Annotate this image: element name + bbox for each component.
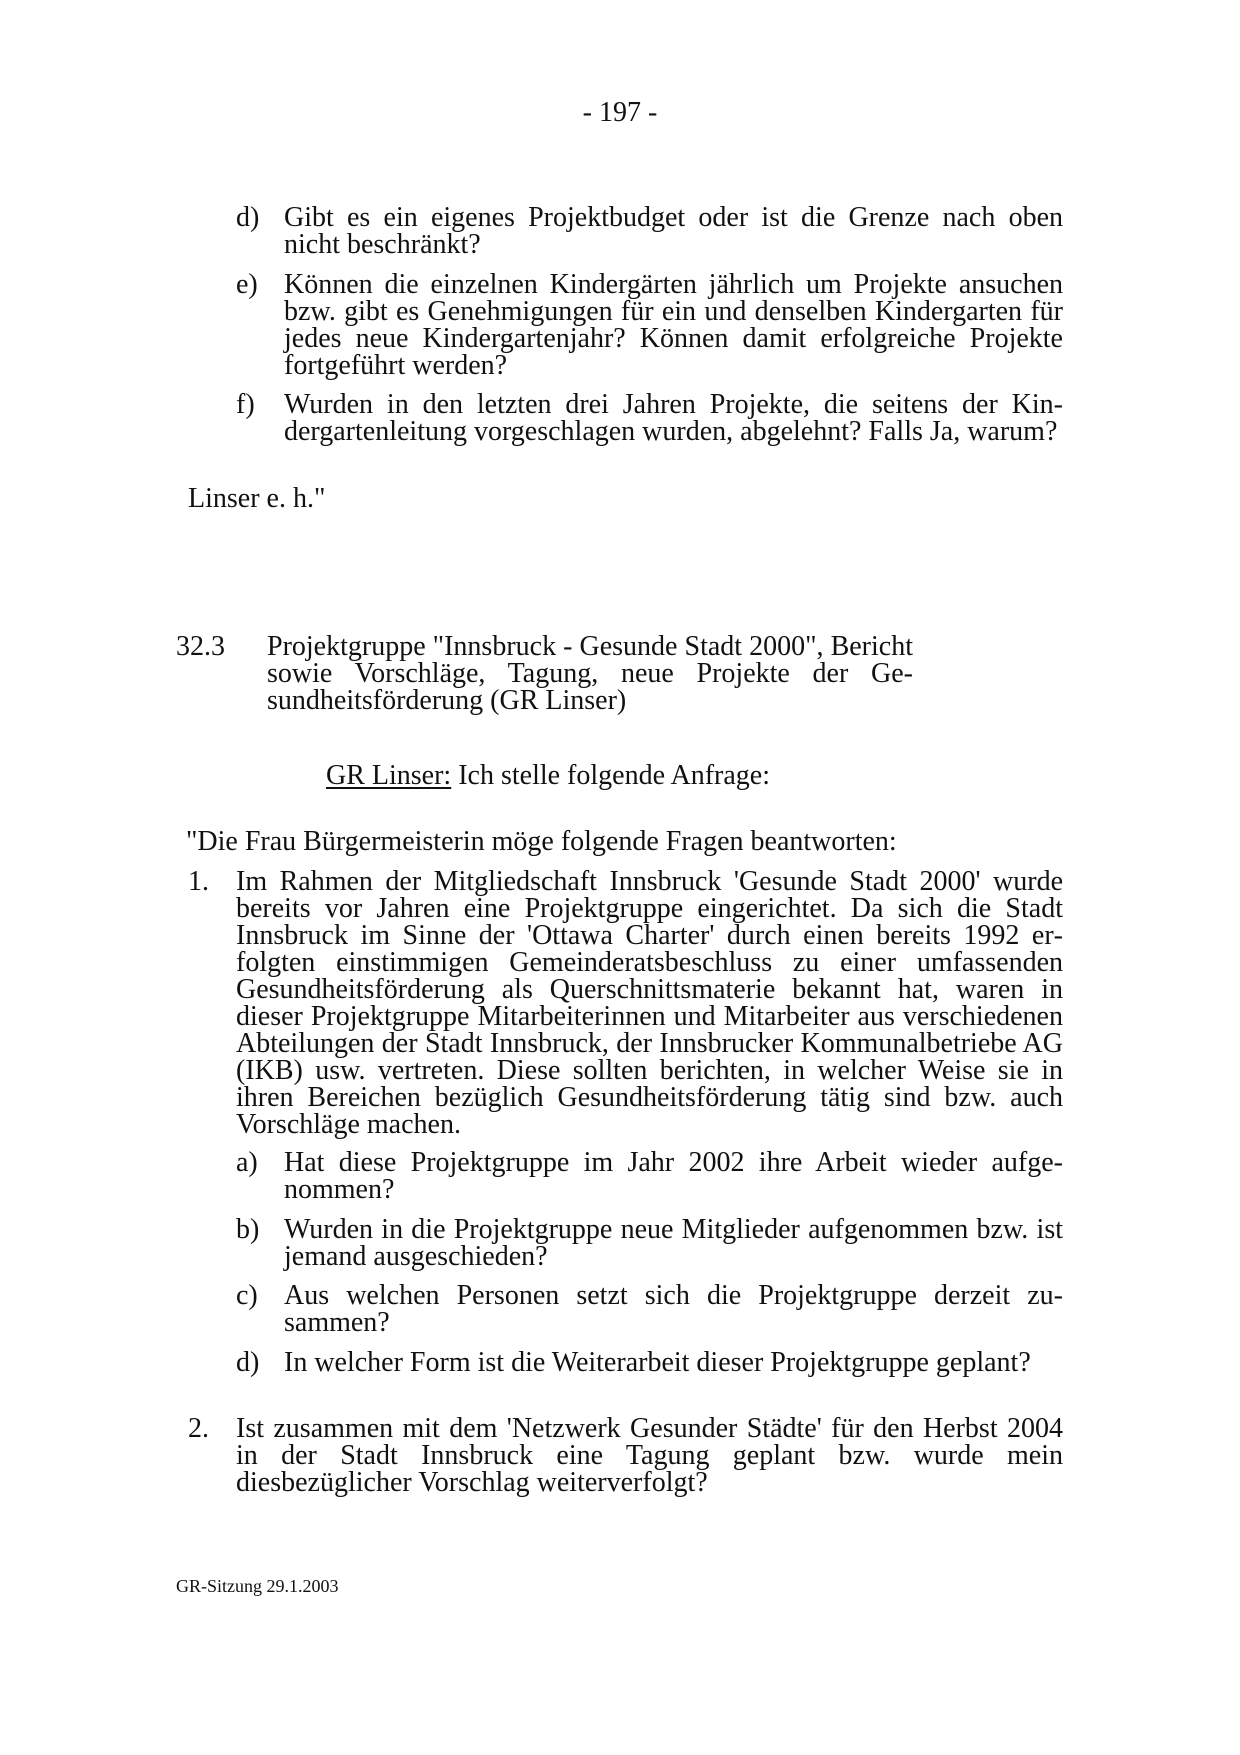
speaker-text: Ich stelle folgende Anfrage: xyxy=(458,760,770,791)
item-label: 2. xyxy=(188,1413,209,1444)
subitem-text: Hat diese Projektgruppe im Jahr 2002 ihre Arbeit wieder aufgenommen? xyxy=(284,1147,1063,1205)
question-text: Gibt es ein eigenes Projektbudget oder ist die Grenze nach oben nicht beschränkt? xyxy=(284,202,1063,260)
subitem-text: Aus welchen Personen setzt sich die Projektgruppe derzeit zusammen? xyxy=(284,1280,1063,1338)
signature: Linser e. h." xyxy=(188,483,326,514)
speaker-name: GR Linser: xyxy=(326,760,452,791)
intro-line: "Die Frau Bürgermeisterin möge folgende Fragen beantworten: xyxy=(186,826,897,857)
subitem-label: b) xyxy=(236,1214,260,1245)
subitem-label: a) xyxy=(236,1147,258,1178)
item-text: Im Rahmen der Mitgliedschaft Innsbruck 'Gesunde Stadt 2000' wurde bereits vor Jahren eine Projektgruppe eingerichtet. Da sich die Stadt Innsbruck im Sinne der 'Ottawa Charter' durch einen bereits 1992 erfolgten einstimmigen Gemeinderatsbeschluss zu einer umfassenden Gesundheitsförderung als Querschnittsmaterie bekannt hat, waren in dieser Projektgruppe Mitarbeiterinnen und Mitarbeiter aus verschiedenen Abteilungen der Stadt Innsbruck, der Innsbrucker Kommunalbetriebe AG (IKB) usw. vertreten. Diese sollten berichten, in welcher Weise sie in ihren Bereichen bezüglich Gesundheitsförderung tätig sind bzw. auch Vorschläge machen. xyxy=(236,866,1063,1140)
subitem-label: c) xyxy=(236,1280,258,1311)
item-label: 1. xyxy=(188,866,209,897)
speaker-line xyxy=(326,762,770,789)
section-number: 32.3 xyxy=(176,631,225,662)
question-label: f) xyxy=(236,389,255,420)
subitem-label: d) xyxy=(236,1347,260,1378)
question-text: Können die einzelnen Kindergärten jährlich um Projekte ansuchen bzw. gibt es Genehmigungen für ein und denselben Kindergarten für jedes neue Kindergartenjahr? Können damit erfolgreiche Projekte fortgeführt werden? xyxy=(284,269,1063,381)
subitem-text: In welcher Form ist die Weiterarbeit dieser Projektgruppe geplant? xyxy=(284,1347,1031,1378)
question-text: Wurden in den letzten drei Jahren Projekte, die seitens der Kindergartenleitung vorgeschlagen wurden, abgelehnt? Falls Ja, warum? xyxy=(284,389,1063,447)
footer: GR-Sitzung 29.1.2003 xyxy=(176,1576,339,1596)
item-text: Ist zusammen mit dem 'Netzwerk Gesunder Städte' für den Herbst 2004 in der Stadt Innsbruck eine Tagung geplant bzw. wurde mein diesbezüglicher Vorschlag weiterverfolgt? xyxy=(236,1413,1063,1498)
subitem-text: Wurden in die Projektgruppe neue Mitglieder aufgenommen bzw. ist jemand ausgeschieden? xyxy=(284,1214,1063,1272)
page-number: - 197 - xyxy=(582,97,658,128)
section-title: Projektgruppe "Innsbruck - Gesunde Stadt 2000", Bericht sowie Vorschläge, Tagung, neue Projekte der Gesundheitsförderung (GR Linser) xyxy=(267,631,913,716)
question-label: d) xyxy=(236,202,260,233)
question-label: e) xyxy=(236,269,258,300)
